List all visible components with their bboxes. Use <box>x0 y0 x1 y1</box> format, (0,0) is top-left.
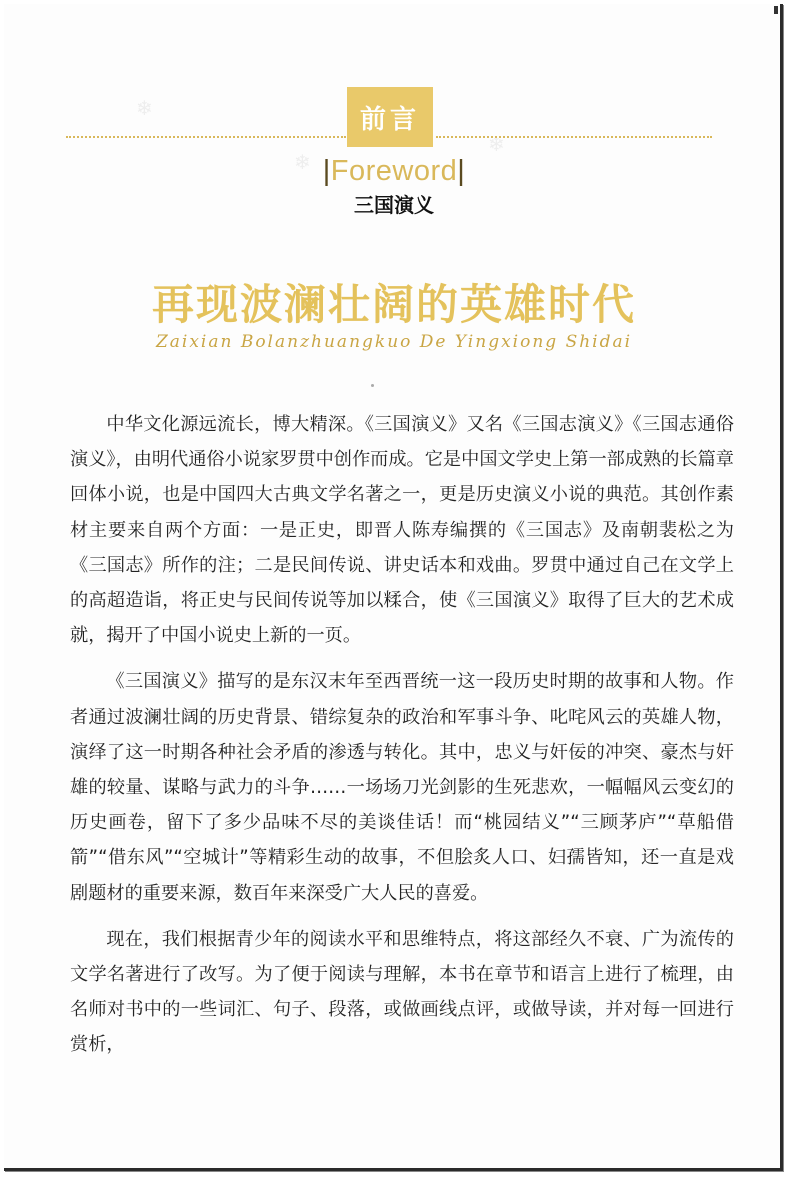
paragraph: 现在，我们根据青少年的阅读水平和思维特点，将这部经久不衰、广为流传的文学名著进行了改写。为了便于阅读与理解，本书在章节和语言上进行了梳理，由名师对书中的一些词汇、句子、段落，或做画线点评，或做导读，并对每一回进行赏析， <box>70 928 734 1056</box>
paragraph: 中华文化源远流长，博大精深。《三国演义》又名《三国志演义》《三国志通俗演义》，由明代通俗小说家罗贯中创作而成。它是中国文学史上第一部成熟的长篇章回体小说，也是中国四大古典文学名著之一，更是历史演义小说的典范。其创作素材主要来自两个方面：一是正史，即晋人陈寿编撰的《三国志》及南朝裴松之为《三国志》所作的注；二是民间传说、讲史话本和戏曲。罗贯中通过自己在文学上的高超造诣，将正史与民间传说等加以糅合，使《三国演义》取得了巨大的艺术成就，揭开了中国小说史上新的一页。 <box>70 414 734 647</box>
bar-decoration: | <box>457 155 466 187</box>
snowflake-decoration-icon: ❄ <box>488 132 505 156</box>
snowflake-decoration-icon: ❄ <box>136 96 153 120</box>
page-title-pinyin: Zaixian Bolanzhuangkuo De Yingxiong Shidai <box>155 332 633 352</box>
foreword-label: Foreword <box>330 155 458 187</box>
foreword-subtitle <box>314 154 474 188</box>
book-page <box>4 4 783 1171</box>
body-text <box>70 407 734 1074</box>
page-title: 再现波澜壮阔的英雄时代 <box>151 280 636 329</box>
header-dotted-divider-right <box>436 136 712 138</box>
snowflake-decoration-icon: ❄ <box>294 150 311 174</box>
dot-decoration <box>371 384 374 387</box>
book-name: 三国演义 <box>354 193 434 217</box>
bar-decoration: | <box>322 155 331 187</box>
paragraph: 《三国演义》描写的是东汉末年至西晋统一这一段历史时期的故事和人物。作者通过波澜壮阔的历史背景、错综复杂的政治和军事斗争、叱咤风云的英雄人物，演绎了这一时期各种社会矛盾的渗透与转化。其中，忠义与奸佞的冲突、豪杰与奸雄的较量、谋略与武力的斗争……一场场刀光剑影的生死悲欢，一幅幅风云变幻的历史画卷，留下了多少品味不尽的美谈佳话！而“桃园结义”“三顾茅庐”“草船借箭”“借东风”“空城计”等精彩生动的故事，不但脍炙人口、妇孺皆知，还一直是戏剧题材的重要来源，数百年来深受广大人民的喜爱。 <box>70 671 734 904</box>
corner-mark <box>774 6 778 14</box>
header-dotted-divider-left <box>66 136 346 138</box>
foreword-badge: 前言 <box>347 87 433 147</box>
